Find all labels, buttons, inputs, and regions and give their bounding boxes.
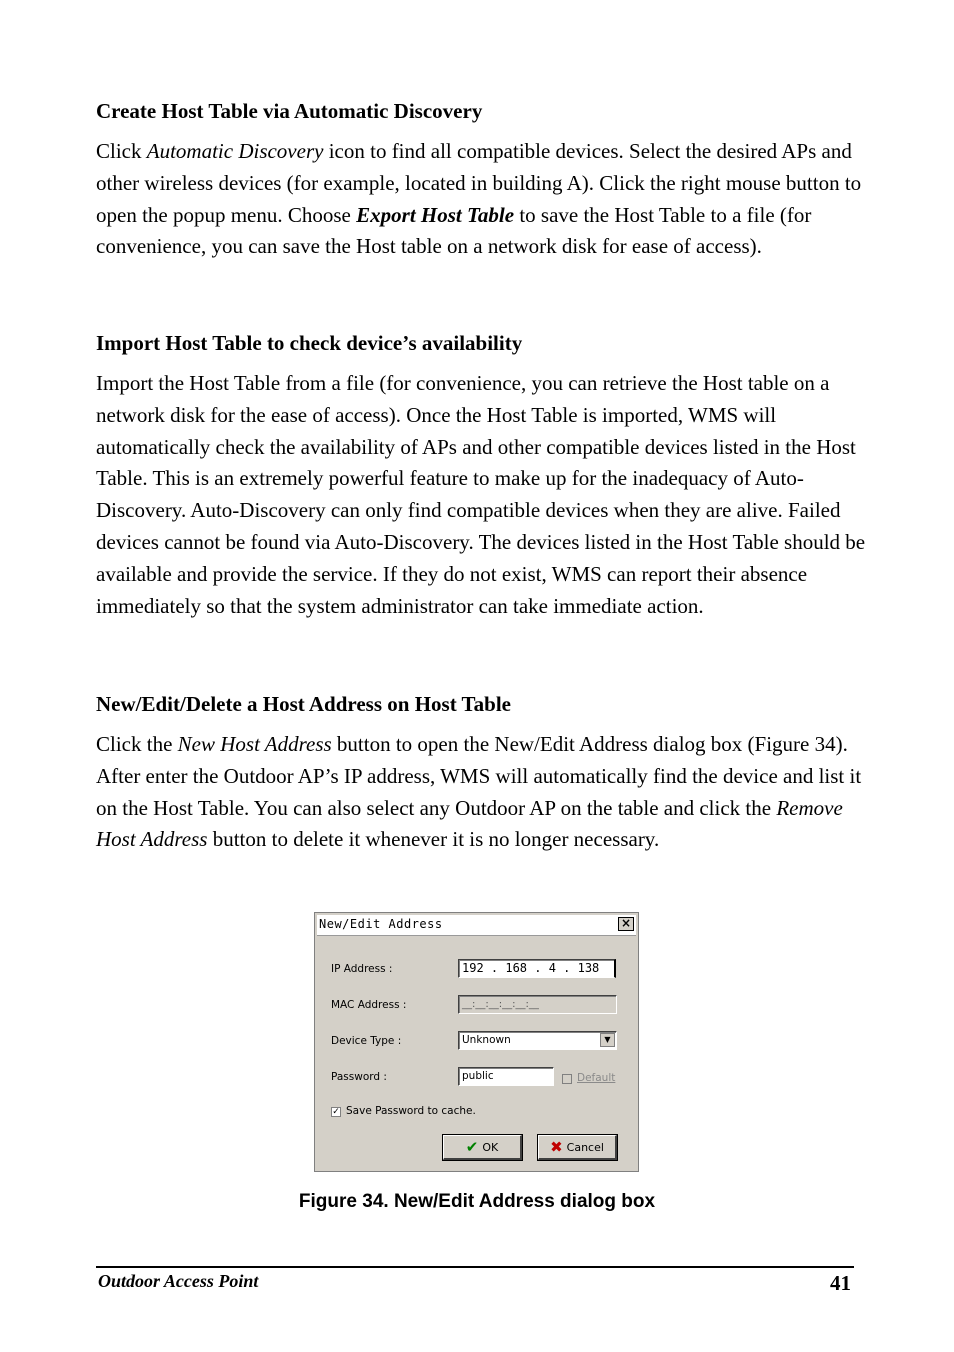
ip-address-value: 192 . 168 . 4 . 138 <box>462 961 600 975</box>
section-paragraph-3 <box>96 729 866 856</box>
cancel-button-label: Cancel <box>566 1140 604 1154</box>
cross-icon: ✖ <box>550 1138 563 1156</box>
section-paragraph-2 <box>96 368 866 622</box>
save-password-label: Save Password to cache. <box>346 1105 476 1117</box>
paragraph-run: to save the Host Table to a file (for convenience, you can save the Host table on a network disk for ease of access). <box>96 202 812 259</box>
section-heading-3: New/Edit/Delete a Host Address on Host Table <box>96 692 511 716</box>
paragraph-run: New Host Address <box>177 732 332 756</box>
section-heading-1: Create Host Table via Automatic Discovery <box>96 99 483 123</box>
ok-button[interactable] <box>443 1135 522 1160</box>
page-number: 41 <box>830 1271 851 1295</box>
save-password-checkbox[interactable]: ✓ <box>332 1107 340 1117</box>
paragraph-run: Remove Host Address <box>96 795 843 852</box>
footer-divider <box>96 1266 854 1268</box>
password-value: public <box>462 1070 494 1082</box>
mac-address-input[interactable] <box>458 995 617 1014</box>
mac-address-label: MAC Address : <box>331 999 407 1011</box>
section-heading-2: Import Host Table to check device’s availability <box>96 331 523 355</box>
ip-address-label: IP Address : <box>331 963 393 975</box>
default-checkbox[interactable] <box>562 1074 572 1084</box>
section-paragraph-1 <box>96 136 866 263</box>
cancel-button[interactable] <box>538 1135 617 1160</box>
checkmark-icon: ✔ <box>465 1138 479 1156</box>
password-input[interactable] <box>458 1067 554 1086</box>
ip-address-input[interactable] <box>458 959 616 978</box>
close-icon[interactable]: × <box>618 917 634 931</box>
paragraph-run: Import the Host Table from a file (for convenience, you can retrieve the Host table on a network disk for the ease of access). Once the Host Table is imported, WMS will automatically check the availability of APs and other compatible devices listed in the Host Table. This is an extremely powerful feature to make up for the inadequacy of Auto-Discovery. Auto-Discovery can only find compatible devices when they are alive. Failed devices cannot be found via Auto-Discovery. The devices listed in the Host Table should be available and provide the service. If they do not exist, WMS can report their absence immediately so that the system administrator can take immediate action. <box>96 371 866 618</box>
chevron-down-icon[interactable]: ▼ <box>600 1033 615 1047</box>
figure-caption: Figure 34. New/Edit Address dialog box <box>298 1191 656 1212</box>
default-label: Default <box>577 1072 616 1084</box>
dialog-titlebar <box>317 915 636 936</box>
paragraph-run: Automatic Discovery <box>146 139 324 163</box>
mac-address-value: __:__:__:__:__:__ <box>462 999 539 1010</box>
password-label: Password : <box>331 1071 387 1083</box>
device-type-value: Unknown <box>462 1034 511 1046</box>
paragraph-run: Click the <box>96 732 178 756</box>
device-type-select[interactable] <box>458 1031 617 1050</box>
paragraph-run: button to delete it whenever it is no longer necessary. <box>207 827 660 852</box>
ok-button-label: OK <box>482 1140 499 1154</box>
paragraph-run: Click <box>96 139 147 163</box>
paragraph-run: button to open the New/Edit Address dialog box (Figure 34). After enter the Outdoor AP’s IP address, WMS will automatically find the device and list it on the Host Table. You can also select any Outdoor AP on the table and click the <box>96 732 862 820</box>
paragraph-run: Export Host Table <box>356 202 515 227</box>
device-type-label: Device Type : <box>331 1035 402 1047</box>
paragraph-run: icon to find all compatible devices. Select the desired APs and other wireless devices (for example, located in building A). Click the right mouse button to open the popup menu. Choose <box>96 139 862 227</box>
footer-title: Outdoor Access Point <box>98 1271 259 1291</box>
new-edit-address-dialog <box>314 912 639 1172</box>
dialog-title: New/Edit Address <box>319 917 443 931</box>
